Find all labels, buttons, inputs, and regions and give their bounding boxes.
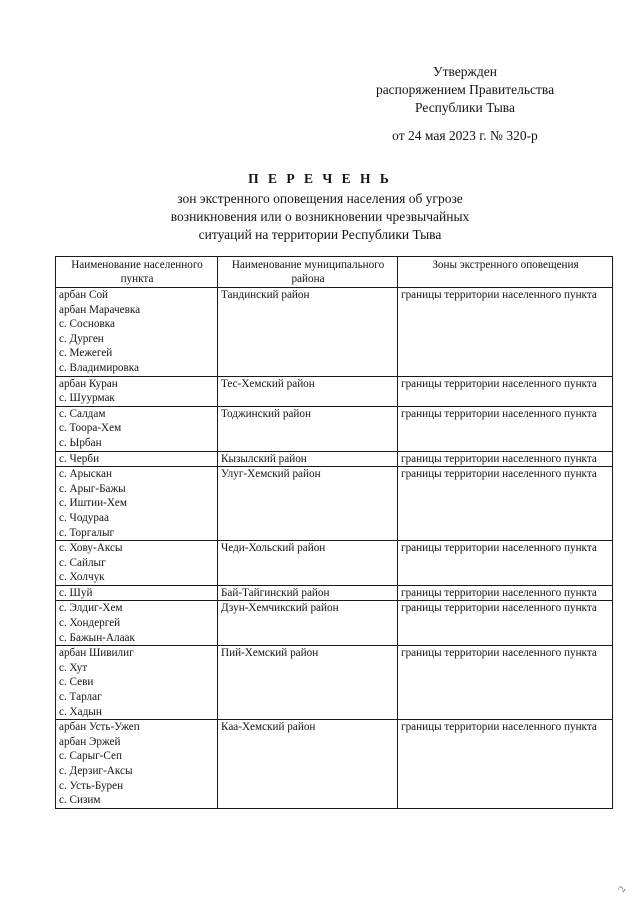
settlement-cell bbox=[56, 288, 218, 377]
zones-table bbox=[55, 256, 613, 809]
settlement-name: с. Чодураа bbox=[59, 511, 109, 524]
settlement-name: арбан Эржей bbox=[59, 735, 121, 748]
district-cell: Пий-Хемский район bbox=[218, 646, 398, 720]
table-row bbox=[56, 541, 613, 586]
settlement-cell bbox=[56, 451, 218, 467]
settlement-cell bbox=[56, 601, 218, 646]
title-line: ситуаций на территории Республики Тыва bbox=[198, 227, 442, 242]
settlement-name: с. Ырбан bbox=[59, 436, 102, 449]
table-row bbox=[56, 585, 613, 601]
document-title bbox=[120, 170, 520, 244]
settlement-cell bbox=[56, 467, 218, 541]
district-cell: Тоджинский район bbox=[218, 406, 398, 451]
zone-cell: границы территории населенного пункта bbox=[398, 601, 613, 646]
district-cell: Тандинский район bbox=[218, 288, 398, 377]
approval-date: от 24 мая 2023 г. № 320-р bbox=[392, 128, 538, 143]
table-row bbox=[56, 720, 613, 809]
settlement-name: с. Сайлыг bbox=[59, 556, 106, 569]
approval-line: Утвержден bbox=[433, 64, 497, 79]
settlement-name: с. Торгалыг bbox=[59, 526, 115, 539]
settlement-cell bbox=[56, 585, 218, 601]
settlement-name: с. Межегей bbox=[59, 347, 113, 360]
settlement-name: арбан Шивилиг bbox=[59, 647, 134, 660]
settlement-cell bbox=[56, 541, 218, 586]
table-row bbox=[56, 646, 613, 720]
settlement-name: с. Иштии-Хем bbox=[59, 497, 127, 510]
zone-cell: границы территории населенного пункта bbox=[398, 467, 613, 541]
zone-cell: границы территории населенного пункта bbox=[398, 376, 613, 406]
zone-cell: границы территории населенного пункта bbox=[398, 720, 613, 809]
settlement-name: с. Хову-Аксы bbox=[59, 542, 123, 555]
table-header-row bbox=[56, 257, 613, 288]
settlement-name: с. Севи bbox=[59, 676, 94, 689]
settlement-name: с. Арыскан bbox=[59, 468, 112, 481]
settlement-cell bbox=[56, 406, 218, 451]
settlement-name: с. Черби bbox=[59, 452, 100, 465]
approval-line: распоряжением Правительства bbox=[375, 82, 555, 97]
settlement-name: с. Хондергей bbox=[59, 617, 121, 630]
table-row bbox=[56, 451, 613, 467]
zone-cell: границы территории населенного пункта bbox=[398, 288, 613, 377]
settlement-name: с. Арыг-Бажы bbox=[59, 482, 126, 495]
title-line: зон экстренного оповещения населения об угрозе bbox=[177, 191, 463, 206]
district-cell: Чеди-Хольский район bbox=[218, 541, 398, 586]
settlement-name: с. Салдам bbox=[59, 407, 106, 420]
title-heading: П Е Р Е Ч Е Н Ь bbox=[248, 171, 392, 186]
zone-cell: границы территории населенного пункта bbox=[398, 585, 613, 601]
settlement-name: с. Тоора-Хем bbox=[59, 422, 122, 435]
table-row bbox=[56, 376, 613, 406]
settlement-name: с. Сарыг-Сеп bbox=[59, 750, 122, 763]
table-row bbox=[56, 288, 613, 377]
settlement-name: с. Шуй bbox=[59, 586, 93, 599]
settlement-name: с. Шуурмак bbox=[59, 392, 115, 405]
settlement-name: арбан Сой bbox=[59, 289, 109, 301]
settlement-name: арбан Усть-Ужеп bbox=[59, 721, 140, 734]
district-cell: Улуг-Хемский район bbox=[218, 467, 398, 541]
column-header-settlement: Наименование населенного пункта bbox=[56, 257, 218, 288]
district-cell: Бай-Тайгинский район bbox=[218, 585, 398, 601]
settlement-name: с. Бажын-Алаак bbox=[59, 631, 135, 644]
approval-line: Республики Тыва bbox=[415, 100, 515, 115]
table-row bbox=[56, 467, 613, 541]
district-cell: Дзун-Хемчикский район bbox=[218, 601, 398, 646]
settlement-name: с. Хадын bbox=[59, 705, 102, 718]
settlement-name: с. Владимировка bbox=[59, 361, 140, 374]
column-header-district: Наименование муниципального района bbox=[218, 257, 398, 288]
zone-cell: границы территории населенного пункта bbox=[398, 406, 613, 451]
settlement-name: с. Дурген bbox=[59, 332, 104, 345]
table-row bbox=[56, 601, 613, 646]
settlement-name: с. Сосновка bbox=[59, 318, 115, 331]
settlement-name: с. Холчук bbox=[59, 571, 105, 584]
title-line: возникновения или о возникновении чрезвычайных bbox=[170, 209, 470, 224]
settlement-name: арбан Марачевка bbox=[59, 303, 141, 316]
settlement-cell bbox=[56, 376, 218, 406]
approval-block bbox=[330, 63, 600, 145]
zone-cell: границы территории населенного пункта bbox=[398, 541, 613, 586]
settlement-cell bbox=[56, 646, 218, 720]
district-cell: Каа-Хемский район bbox=[218, 720, 398, 809]
settlement-cell bbox=[56, 720, 218, 809]
zone-cell: границы территории населенного пункта bbox=[398, 451, 613, 467]
margin-mark: 2 bbox=[616, 884, 629, 895]
settlement-name: с. Сизим bbox=[59, 794, 101, 807]
table-body bbox=[56, 288, 613, 809]
zone-cell: границы территории населенного пункта bbox=[398, 646, 613, 720]
settlement-name: с. Хут bbox=[59, 661, 88, 674]
settlement-name: с. Тарлаг bbox=[59, 691, 102, 704]
settlement-name: с. Усть-Бурен bbox=[59, 779, 124, 792]
district-cell: Тес-Хемский район bbox=[218, 376, 398, 406]
settlement-name: с. Дерзиг-Аксы bbox=[59, 765, 133, 777]
table-row bbox=[56, 406, 613, 451]
district-cell: Кызылский район bbox=[218, 451, 398, 467]
column-header-zone: Зоны экстренного оповещения bbox=[398, 257, 613, 288]
settlement-name: с. Элдиг-Хем bbox=[59, 602, 123, 615]
settlement-name: арбан Куран bbox=[59, 377, 118, 390]
